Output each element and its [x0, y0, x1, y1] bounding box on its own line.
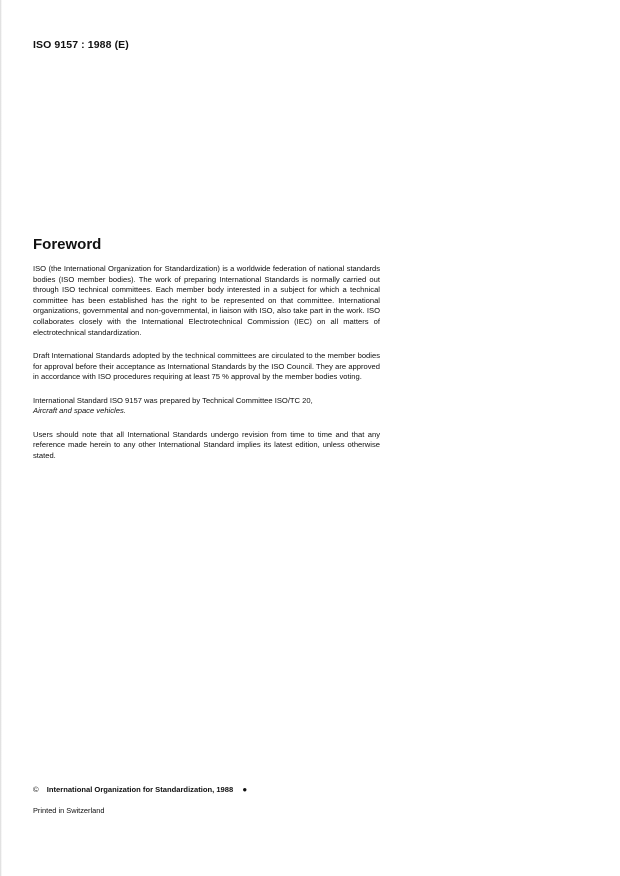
paragraph-iso-intro: ISO (the International Organization for Standardization) is a worldwide federation of national standards bodies (ISO member bodies). The work of preparing International Standards is normally carried out through ISO technical committees. Each member body interested in a subject for which a technical committee has been established has the right to be represented on that committee. International organizations, governmental and non-governmental, in liaison with ISO, also take part in the work. ISO collaborates closely with the International Electrotechnical Commission (IEC) on all matters of electrotechnical standardization. — [33, 264, 380, 337]
bullet-icon: ● — [242, 785, 248, 794]
preparation-text: International Standard ISO 9157 was prepared by Technical Committee ISO/TC 20, — [33, 395, 313, 405]
foreword-title: Foreword — [33, 236, 102, 253]
printed-in: Printed in Switzerland — [33, 806, 105, 815]
page-edge-shadow — [0, 0, 2, 876]
committee-title: Aircraft and space vehicles. — [33, 406, 126, 416]
standard-designation: ISO 9157 : 1988 (E) — [33, 39, 129, 51]
paragraph-revision-note: Users should note that all International Standards undergo revision from time to time and that any reference made herein to any other International Standard implies its latest edition, unless otherwise stated. — [33, 429, 380, 460]
foreword-body — [33, 264, 380, 474]
paragraph-preparation — [33, 396, 380, 417]
copyright-line — [33, 785, 247, 794]
copyright-text: International Organization for Standardization, 1988 — [46, 785, 234, 794]
copyright-symbol: © — [33, 785, 39, 794]
paragraph-draft-standards: Draft International Standards adopted by the technical committees are circulated to the member bodies for approval before their acceptance as International Standards by the ISO Council. They are approved in accordance with ISO procedures requiring at least 75 % approval by the member bodies voting. — [33, 350, 380, 382]
